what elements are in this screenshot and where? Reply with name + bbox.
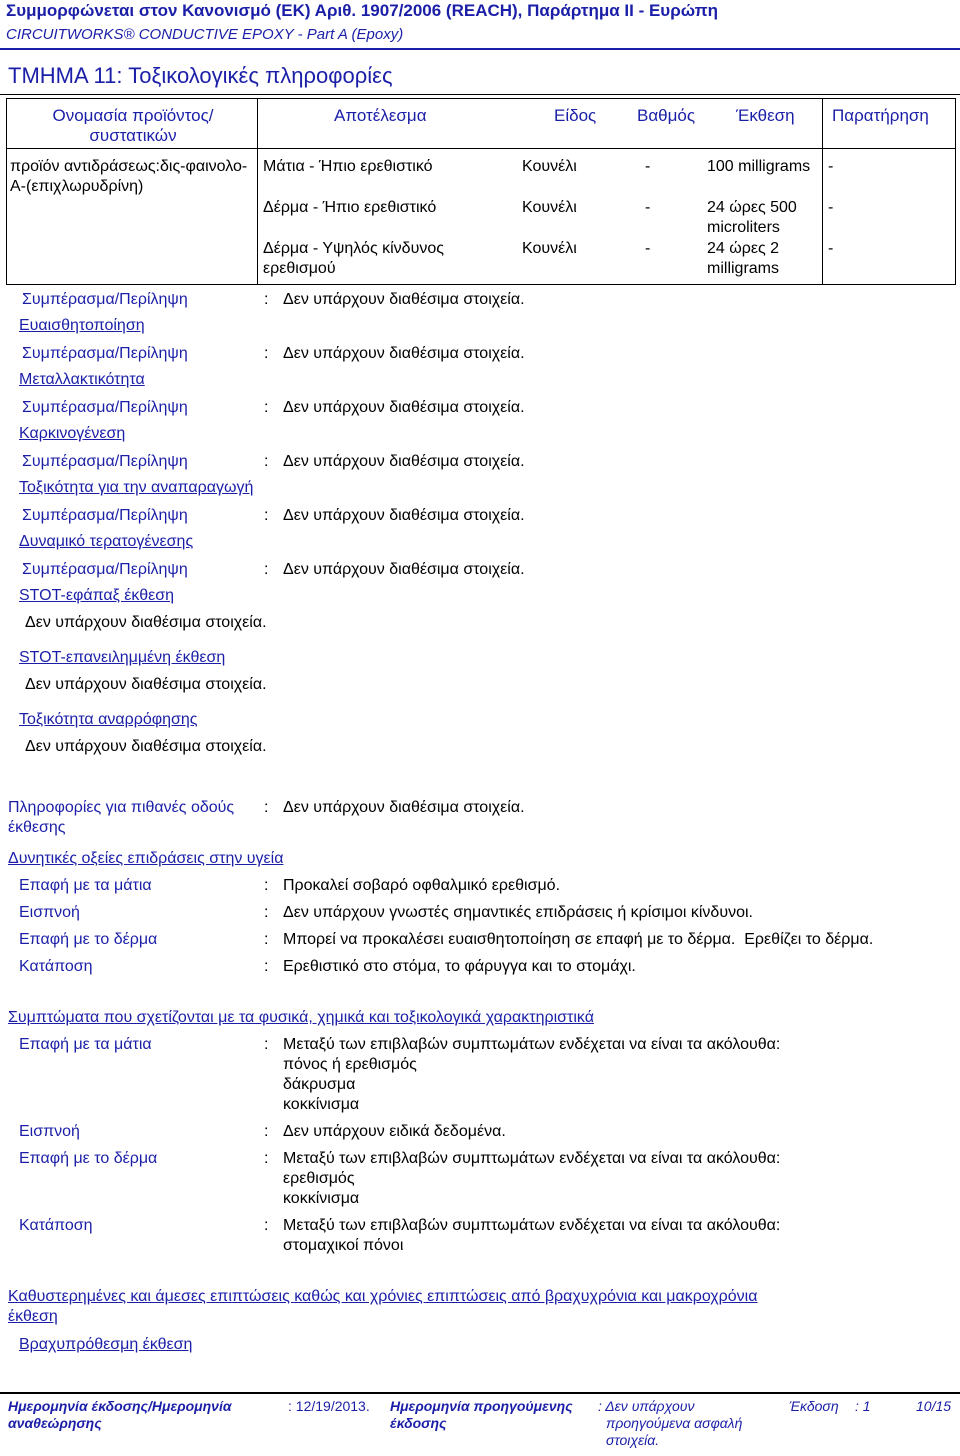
table-col-divider bbox=[257, 98, 258, 284]
symptoms-ingestion-line: στομαχικοί πόνοι bbox=[283, 1237, 404, 1254]
subsection-sensitization: Ευαισθητοποίηση bbox=[19, 317, 145, 334]
summary-colon: : bbox=[264, 453, 269, 470]
acute-eye-label: Επαφή με τα μάτια bbox=[19, 877, 152, 894]
symptoms-title: Συμπτώματα που σχετίζονται με τα φυσικά, χημικά και τοξικολογικά χαρακτηριστικά bbox=[8, 1009, 594, 1026]
delayed-effects-title: Καθυστερημένες και άμεσες επιπτώσεις καθώς και χρόνιες επιπτώσεις από βραχυχρόνια και μακροχρόνια bbox=[8, 1288, 758, 1305]
acute-colon: : bbox=[264, 877, 269, 894]
footer-date-label-cont: αναθεώρησης bbox=[8, 1415, 102, 1431]
footer-version-label: Έκδοση bbox=[789, 1398, 839, 1414]
summary-value: Δεν υπάρχουν διαθέσιμα στοιχεία. bbox=[283, 345, 525, 362]
table-cell-species: Κουνέλι bbox=[522, 158, 577, 175]
symptoms-colon: : bbox=[264, 1150, 269, 1167]
table-cell-exposure: 100 milligrams bbox=[707, 158, 811, 175]
summary-colon: : bbox=[264, 345, 269, 362]
col-header-remark: Παρατήρηση bbox=[832, 106, 929, 125]
symptoms-inhalation-value: Δεν υπάρχουν ειδικά δεδομένα. bbox=[283, 1123, 506, 1140]
symptoms-skin-line: κοκκίνισμα bbox=[283, 1190, 360, 1207]
header-divider bbox=[0, 48, 960, 50]
summary-colon: : bbox=[264, 561, 269, 578]
table-cell-result: Μάτια - Ήπιο ερεθιστικό bbox=[263, 158, 433, 175]
routes-value: Δεν υπάρχουν διαθέσιμα στοιχεία. bbox=[283, 799, 525, 816]
product-header: CIRCUITWORKS® CONDUCTIVE EPOXY - Part A (Epoxy) bbox=[6, 26, 404, 43]
table-header-divider bbox=[6, 148, 956, 149]
symptoms-eye-line: δάκρυσμα bbox=[283, 1076, 356, 1093]
table-top-border bbox=[6, 98, 956, 99]
table-cell-remark: - bbox=[828, 199, 834, 216]
table-cell-grade: - bbox=[645, 158, 651, 175]
footer-page-number: 10/15 bbox=[916, 1398, 952, 1414]
subsection-teratogenicity: Δυναμικό τερατογένεσης bbox=[19, 533, 194, 550]
table-col-divider bbox=[822, 98, 823, 284]
acute-colon: : bbox=[264, 958, 269, 975]
table-cell-result: Δέρμα - Ήπιο ερεθιστικό bbox=[263, 199, 437, 216]
col-header-result: Αποτέλεσμα bbox=[334, 106, 427, 125]
footer-prev-value-cont: στοιχεία. bbox=[606, 1432, 660, 1448]
acute-inhalation-value: Δεν υπάρχουν γνωστές σημαντικές επιδράσεις ή κρίσιμοι κίνδυνοι. bbox=[283, 904, 753, 921]
summary-label: Συμπέρασμα/Περίληψη bbox=[22, 453, 188, 470]
table-cell-species: Κουνέλι bbox=[522, 199, 577, 216]
summary-value: Δεν υπάρχουν διαθέσιμα στοιχεία. bbox=[283, 291, 525, 308]
acute-effects-title: Δυνητικές οξείες επιδράσεις στην υγεία bbox=[8, 850, 284, 867]
summary-value: Δεν υπάρχουν διαθέσιμα στοιχεία. bbox=[283, 399, 525, 416]
product-name-cell: προϊόν αντιδράσεως:δις-φαινολο-Α-(επιχλωρυδρίνη) bbox=[10, 158, 248, 195]
footer-prev-value: : Δεν υπάρχουν bbox=[598, 1398, 695, 1414]
subsection-aspiration: Τοξικότητα αναρρόφησης bbox=[19, 711, 198, 728]
aspiration-value: Δεν υπάρχουν διαθέσιμα στοιχεία. bbox=[25, 738, 267, 755]
routes-colon: : bbox=[264, 799, 269, 816]
subsection-reproductive: Τοξικότητα για την αναπαραγωγή bbox=[19, 479, 254, 496]
col-header-product: Ονομασία προϊόντος/ συστατικών bbox=[52, 106, 214, 145]
table-cell-grade: - bbox=[645, 240, 651, 257]
footer-prev-value-cont: προηγούμενα ασφαλή bbox=[606, 1415, 743, 1431]
acute-skin-value: Μπορεί να προκαλέσει ευαισθητοποίηση σε επαφή με το δέρμα. Ερεθίζει το δέρμα. bbox=[283, 931, 874, 948]
summary-value: Δεν υπάρχουν διαθέσιμα στοιχεία. bbox=[283, 561, 525, 578]
table-cell-grade: - bbox=[645, 199, 651, 216]
symptoms-eye-line: κοκκίνισμα bbox=[283, 1096, 360, 1113]
short-term-exposure-heading: Βραχυπρόθεσμη έκθεση bbox=[19, 1336, 193, 1353]
acute-eye-value: Προκαλεί σοβαρό οφθαλμικό ερεθισμό. bbox=[283, 877, 561, 894]
subsection-stot-repeated: STOT-επανειλημμένη έκθεση bbox=[19, 649, 226, 666]
summary-label: Συμπέρασμα/Περίληψη bbox=[22, 561, 188, 578]
acute-ingestion-value: Ερεθιστικό στο στόμα, το φάρυγγα και το στομάχι. bbox=[283, 958, 636, 975]
symptoms-ingestion-line: Μεταξύ των επιβλαβών συμπτωμάτων ενδέχεται να είναι τα ακόλουθα: bbox=[283, 1217, 781, 1234]
acute-colon: : bbox=[264, 931, 269, 948]
col-header-grade: Βαθμός bbox=[637, 106, 696, 125]
symptoms-colon: : bbox=[264, 1123, 269, 1140]
table-left-border bbox=[6, 98, 7, 284]
section-title: ΤΜΗΜΑ 11: Τοξικολογικές πληροφορίες bbox=[8, 63, 393, 88]
footer-version-value: : 1 bbox=[855, 1398, 871, 1414]
summary-value: Δεν υπάρχουν διαθέσιμα στοιχεία. bbox=[283, 507, 525, 524]
table-cell-remark: - bbox=[828, 240, 834, 257]
routes-label: Πληροφορίες για πιθανές οδούς έκθεσης bbox=[8, 799, 235, 836]
regulation-header: Συμμορφώνεται στον Κανονισμό (ΕΚ) Αριθ. 1907/2006 (REACH), Παράρτημα II - Ευρώπη bbox=[6, 1, 719, 20]
footer-prev-label-cont: έκδοσης bbox=[390, 1415, 447, 1431]
table-cell-exposure: 24 ώρες 2 milligrams bbox=[707, 240, 780, 277]
table-cell-species: Κουνέλι bbox=[522, 240, 577, 257]
table-bottom-border bbox=[6, 284, 956, 285]
table-cell-result: Δέρμα - Υψηλός κίνδυνος ερεθισμού bbox=[263, 240, 444, 277]
col-header-exposure: Έκθεση bbox=[736, 106, 795, 125]
footer-prev-label: Ημερομηνία προηγούμενης bbox=[390, 1398, 573, 1414]
acute-ingestion-label: Κατάποση bbox=[19, 958, 93, 975]
symptoms-inhalation-label: Εισπνοή bbox=[19, 1123, 80, 1140]
stot-repeated-value: Δεν υπάρχουν διαθέσιμα στοιχεία. bbox=[25, 676, 267, 693]
summary-colon: : bbox=[264, 507, 269, 524]
col-header-species: Είδος bbox=[554, 106, 597, 125]
acute-skin-label: Επαφή με το δέρμα bbox=[19, 931, 158, 948]
summary-value: Δεν υπάρχουν διαθέσιμα στοιχεία. bbox=[283, 453, 525, 470]
symptoms-ingestion-label: Κατάποση bbox=[19, 1217, 93, 1234]
symptoms-eye-line: Μεταξύ των επιβλαβών συμπτωμάτων ενδέχεται να είναι τα ακόλουθα: bbox=[283, 1036, 781, 1053]
summary-colon: : bbox=[264, 291, 269, 308]
summary-label: Συμπέρασμα/Περίληψη bbox=[22, 399, 188, 416]
acute-colon: : bbox=[264, 904, 269, 921]
table-cell-remark: - bbox=[828, 158, 834, 175]
table-right-border bbox=[955, 98, 956, 284]
symptoms-skin-line: Μεταξύ των επιβλαβών συμπτωμάτων ενδέχεται να είναι τα ακόλουθα: bbox=[283, 1150, 781, 1167]
summary-colon: : bbox=[264, 399, 269, 416]
symptoms-colon: : bbox=[264, 1217, 269, 1234]
subsection-stot-single: STOT-εφάπαξ έκθεση bbox=[19, 587, 174, 604]
section-divider bbox=[0, 94, 960, 95]
summary-label: Συμπέρασμα/Περίληψη bbox=[22, 291, 188, 308]
footer-date-label: Ημερομηνία έκδοσης/Ημερομηνία bbox=[8, 1398, 232, 1414]
acute-inhalation-label: Εισπνοή bbox=[19, 904, 80, 921]
footer-date-value: : 12/19/2013. bbox=[288, 1398, 370, 1414]
footer-divider bbox=[0, 1392, 960, 1394]
symptoms-eye-label: Επαφή με τα μάτια bbox=[19, 1036, 152, 1053]
symptoms-skin-label: Επαφή με το δέρμα bbox=[19, 1150, 158, 1167]
table-cell-exposure: 24 ώρες 500 microliters bbox=[707, 199, 797, 236]
symptoms-skin-line: ερεθισμός bbox=[283, 1170, 355, 1187]
delayed-effects-title-cont: έκθεση bbox=[8, 1308, 58, 1325]
subsection-mutagenicity: Μεταλλακτικότητα bbox=[19, 371, 145, 388]
subsection-carcinogenicity: Καρκινογένεση bbox=[19, 425, 126, 442]
stot-single-value: Δεν υπάρχουν διαθέσιμα στοιχεία. bbox=[25, 614, 267, 631]
symptoms-eye-line: πόνος ή ερεθισμός bbox=[283, 1056, 417, 1073]
symptoms-colon: : bbox=[264, 1036, 269, 1053]
summary-label: Συμπέρασμα/Περίληψη bbox=[22, 345, 188, 362]
summary-label: Συμπέρασμα/Περίληψη bbox=[22, 507, 188, 524]
